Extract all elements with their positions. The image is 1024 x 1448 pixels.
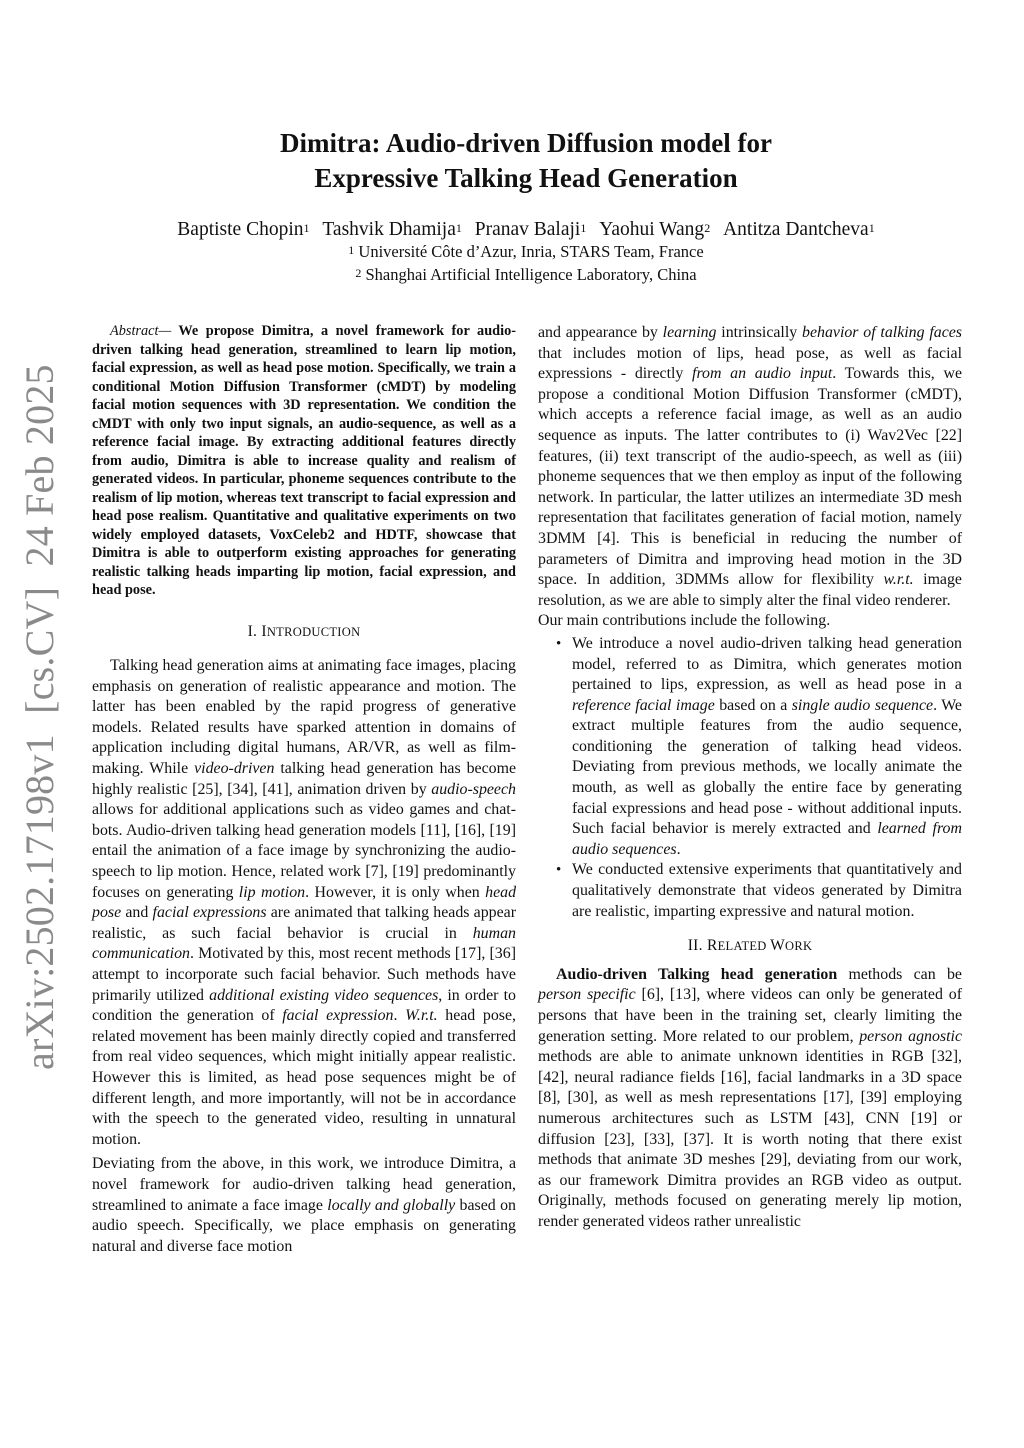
affiliation-mark: 2 — [704, 221, 711, 235]
list-item: • We conducted extensive experiments that quantitatively and qualitatively demonstrate that videos generated by Dimitra are realistic, imparting expressive and natural motion. — [556, 861, 962, 920]
author — [322, 219, 461, 240]
section-heading-related-work: II. RELATED WORK — [687, 937, 813, 955]
arxiv-identifier-stamp[interactable]: arXiv:2502.17198v1 [cs.CV] 24 Feb 2025 — [17, 364, 62, 1070]
title-line-1: Dimitra: Audio-driven Diffusion model for — [280, 128, 772, 158]
left-column — [92, 322, 516, 1257]
author-name: Baptiste Chopin — [177, 219, 304, 240]
intro-paragraph-2: Deviating from the above, in this work, we introduce Dimitra, a novel framework for audio-driven talking head generation, streamlined to animate a face image locally and globally based on audio speech. Specifically, we place emphasis on generating natural and diverse face motion — [92, 1155, 516, 1255]
author-list — [100, 217, 952, 243]
affiliation-mark: 1 — [348, 243, 355, 257]
abstract-label: Abstract— — [110, 323, 172, 339]
abstract — [92, 322, 516, 600]
author-name: Antitza Dantcheva — [723, 219, 869, 240]
author-name: Pranav Balaji — [474, 219, 581, 240]
related-work-paragraph-1: Audio-driven Talking head generation methods can be person specific [6], [13], where videos can only be generated of persons that have been in the training set, clearly limiting the generation setting. More related to our problem, person agnostic methods are able to animate unknown identities in RGB [32], [42], neural radiance fields [16], facial landmarks in a 3D space [8], [30], as well as mesh representations [17], [39] employing numerous architectures such as LSTM [43], CNN [19] or diffusion [23], [33], [37]. It is worth noting that there exist methods that animate 3D meshes [29], deviating from our work, as our framework Dimitra provides an RGB video as output. Originally, methods focused on generating merely lip motion, render generated videos rather unrealistic — [538, 965, 962, 1230]
contributions-list — [538, 634, 962, 922]
author — [723, 219, 875, 240]
affiliation-mark: 1 — [303, 221, 310, 235]
affiliation-mark: 1 — [868, 221, 875, 235]
author — [599, 219, 710, 240]
affiliation-mark: 1 — [455, 221, 462, 235]
contributions-intro: Our main contributions include the following. — [538, 612, 831, 630]
intro-paragraph-1: Talking head generation aims at animating face images, placing emphasis on generation of realistic appearance and motion. The latter has been enabled by the rapid progress of generative models. Related results have sparked attention in domains of application including digital humans, AR/VR, as well as film-making. While video-driven talking head generation has become highly realistic [25], [34], [41], animation driven by audio-speech allows for additional applications such as video games and chat-bots. Audio-driven talking head generation models [11], [16], [19] entail the animation of a face image by synchronizing the audio-speech to lip motion. Hence, related work [7], [19] predominantly focuses on generating lip motion. However, it is only when head pose and facial expressions are animated that talking heads appear realistic, as such facial behavior is crucial in human communication. Motivated by this, most recent methods [17], [36] attempt to incorporate such facial behavior. Such methods have primarily utilized additional existing video sequences, in order to condition the generation of facial expression. W.r.t. head pose, related movement has been mainly directly copied and transferred from real video sequences, which might initially appear realistic. However this is limited, as head pose sequences might be of different length, and more importantly, will not be in accordance with the speech to the generated video, resulting in unnatural motion. — [92, 657, 517, 1148]
affiliation-text: Shanghai Artificial Intelligence Laboratory, China — [365, 265, 697, 284]
author — [475, 219, 587, 240]
affiliation-mark: 1 — [580, 221, 587, 235]
paper-title — [160, 126, 892, 196]
right-column — [538, 323, 962, 1233]
author-name: Tashvik Dhamija — [322, 219, 456, 240]
affiliation-2 — [100, 264, 952, 286]
list-item: • We introduce a novel audio-driven talking head generation model, referred to as Dimitra, which generates motion pertained to lips, expression, as well as head pose in a reference facial image based on a single audio sequence. We extract multiple features from the audio sequence, conditioning the generation of talking head videos. Deviating from previous methods, we locally animate the mouth, as well as globally the entire face by generating facial expressions and head pose - without additional inputs. Such facial behavior is merely extracted and learned from audio sequences. — [556, 634, 962, 858]
bullet-icon: • — [556, 862, 562, 879]
affiliation-text: Université Côte d’Azur, Inria, STARS Team, France — [358, 242, 704, 261]
bullet-icon: • — [556, 635, 562, 652]
author — [177, 219, 309, 240]
author-name: Yaohui Wang — [599, 219, 705, 240]
title-line-2: Expressive Talking Head Generation — [314, 163, 738, 193]
affiliation-1 — [100, 241, 952, 263]
affiliation-mark: 2 — [355, 266, 362, 280]
intro-paragraph-continued: and appearance by learning intrinsically behavior of talking faces that includes motion of lips, head pose, as well as facial expressions - directly from an audio input. Towards this, we propose a conditional Motion Diffusion Transformer (cMDT), which accepts a reference facial image, as well as an audio sequence as inputs. The latter contributes to (i) Wav2Vec [22] features, (ii) text transcript of the audio-speech, as well as (iii) phoneme sequences that we then employ as input of the following network. In particular, the latter utilizes an intermediate 3D mesh representation that facilitates generation of facial motion, namely 3DMM [4]. This is beneficial in reducing the number of parameters of Dimitra and improving head motion in the 3D space. In addition, 3DMMs allow for flexibility w.r.t. image resolution, as we are able to simply alter the final video renderer. — [538, 324, 962, 609]
section-heading-introduction: I. INTRODUCTION — [247, 622, 361, 640]
abstract-text: We propose Dimitra, a novel framework for audio-driven talking head generation, streamlined to learn lip motion, facial expression, as well as head pose motion. Specifically, we train a conditional Motion Diffusion Transformer (cMDT) by modeling facial motion sequences with 3D representation. We condition the cMDT with only two input signals, an audio-sequence, as well as a reference facial image. By extracting additional features directly from audio, Dimitra is able to increase quality and realism of generated videos. In particular, phoneme sequences contribute to the realism of lip motion, whereas text transcript to facial expression and head pose realism. Quantitative and qualitative experiments on two widely employed datasets, VoxCeleb2 and HDTF, showcase that Dimitra is able to outperform existing approaches for generating realistic talking heads imparting lip motion, facial expression, and head pose. — [92, 323, 516, 598]
